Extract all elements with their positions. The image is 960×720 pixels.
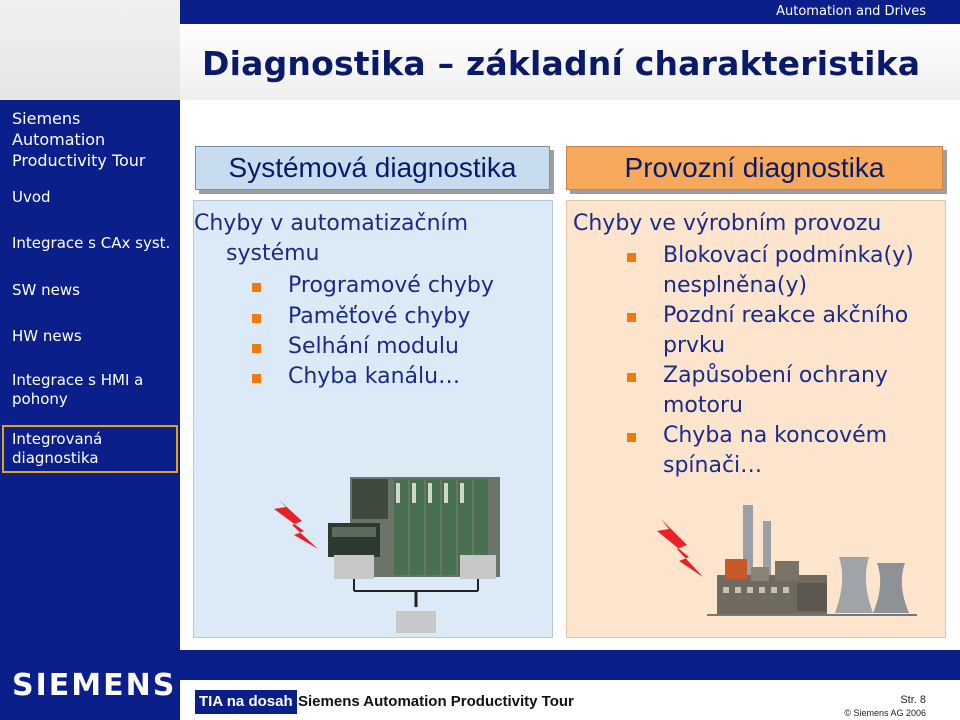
lightning-icon (274, 499, 318, 549)
sidebar-item-integrace-hmi[interactable]: Integrace s HMI a pohony (12, 371, 144, 408)
tia-na-dosah-button[interactable]: TIA na dosah (195, 690, 297, 714)
sidebar-lower (0, 480, 180, 650)
right-bullet-4-line2: spínači… (663, 453, 763, 478)
sidebar-item-uvod[interactable]: Uvod (12, 188, 51, 206)
title-band (180, 24, 960, 100)
sidebar-item-sw-news[interactable]: SW news (12, 281, 80, 299)
bullet-marker (627, 433, 636, 442)
right-bullet-3-line1: Zapůsobení ochrany (663, 363, 888, 388)
top-bar-label: Automation and Drives (776, 4, 926, 19)
brand-line: Siemens (12, 109, 81, 128)
right-bullet-2-line1: Pozdní reakce akčního (663, 303, 909, 328)
right-bullet-1-line2: nesplněna(y) (663, 273, 808, 298)
left-bullet-4: Chyba kanálu… (288, 364, 461, 389)
sidebar-brand (12, 108, 146, 171)
system-diagnostics-panel (193, 200, 553, 638)
bullet-marker (627, 373, 636, 382)
brand-line: Productivity Tour (12, 151, 146, 170)
plc-rack-illustration (264, 469, 514, 639)
bullet-marker (627, 253, 636, 262)
left-bullet-2: Paměťové chyby (288, 304, 471, 329)
brand-line: Automation (12, 130, 106, 149)
top-bar (180, 0, 960, 24)
right-bullet-3-line2: motoru (663, 393, 743, 418)
power-plant-illustration (647, 501, 937, 631)
sidebar-item-hw-news[interactable]: HW news (12, 327, 82, 345)
left-bullet-1: Programové chyby (288, 273, 494, 298)
right-bullet-1-line1: Blokovací podmínka(y) (663, 243, 914, 268)
system-diagnostics-heading: Systémová diagnostika (195, 146, 550, 190)
left-bullet-3: Selhání modulu (288, 334, 459, 359)
sidebar (0, 100, 180, 480)
bullet-marker (252, 344, 261, 353)
page-number: Str. 8 (900, 694, 926, 706)
operational-diagnostics-heading: Provozní diagnostika (566, 146, 943, 190)
footer-tour-title: Siemens Automation Productivity Tour (298, 693, 574, 710)
bullet-marker (252, 283, 261, 292)
header-left-gradient (0, 0, 180, 100)
lightning-icon (657, 519, 703, 577)
bullet-marker (627, 313, 636, 322)
bullet-marker (252, 314, 261, 323)
sidebar-item-integrace-cax[interactable]: Integrace s CAx syst. (12, 234, 171, 252)
siemens-logo: SIEMENS (12, 668, 177, 703)
right-intro: Chyby ve výrobním provozu (573, 211, 882, 236)
footer (0, 650, 960, 720)
operational-diagnostics-panel (566, 200, 946, 638)
bullet-marker (252, 374, 261, 383)
sidebar-item-integrovana-diagnostika[interactable]: Integrovaná diagnostika (12, 430, 103, 467)
right-bullet-2-line2: prvku (663, 333, 726, 358)
left-intro-line2: systému (226, 241, 320, 266)
right-bullet-4-line1: Chyba na koncovém (663, 423, 888, 448)
left-intro-line1: Chyby v automatizačním (194, 211, 469, 236)
page-title: Diagnostika – základní charakteristika (202, 44, 921, 83)
copyright: © Siemens AG 2006 (844, 708, 926, 718)
